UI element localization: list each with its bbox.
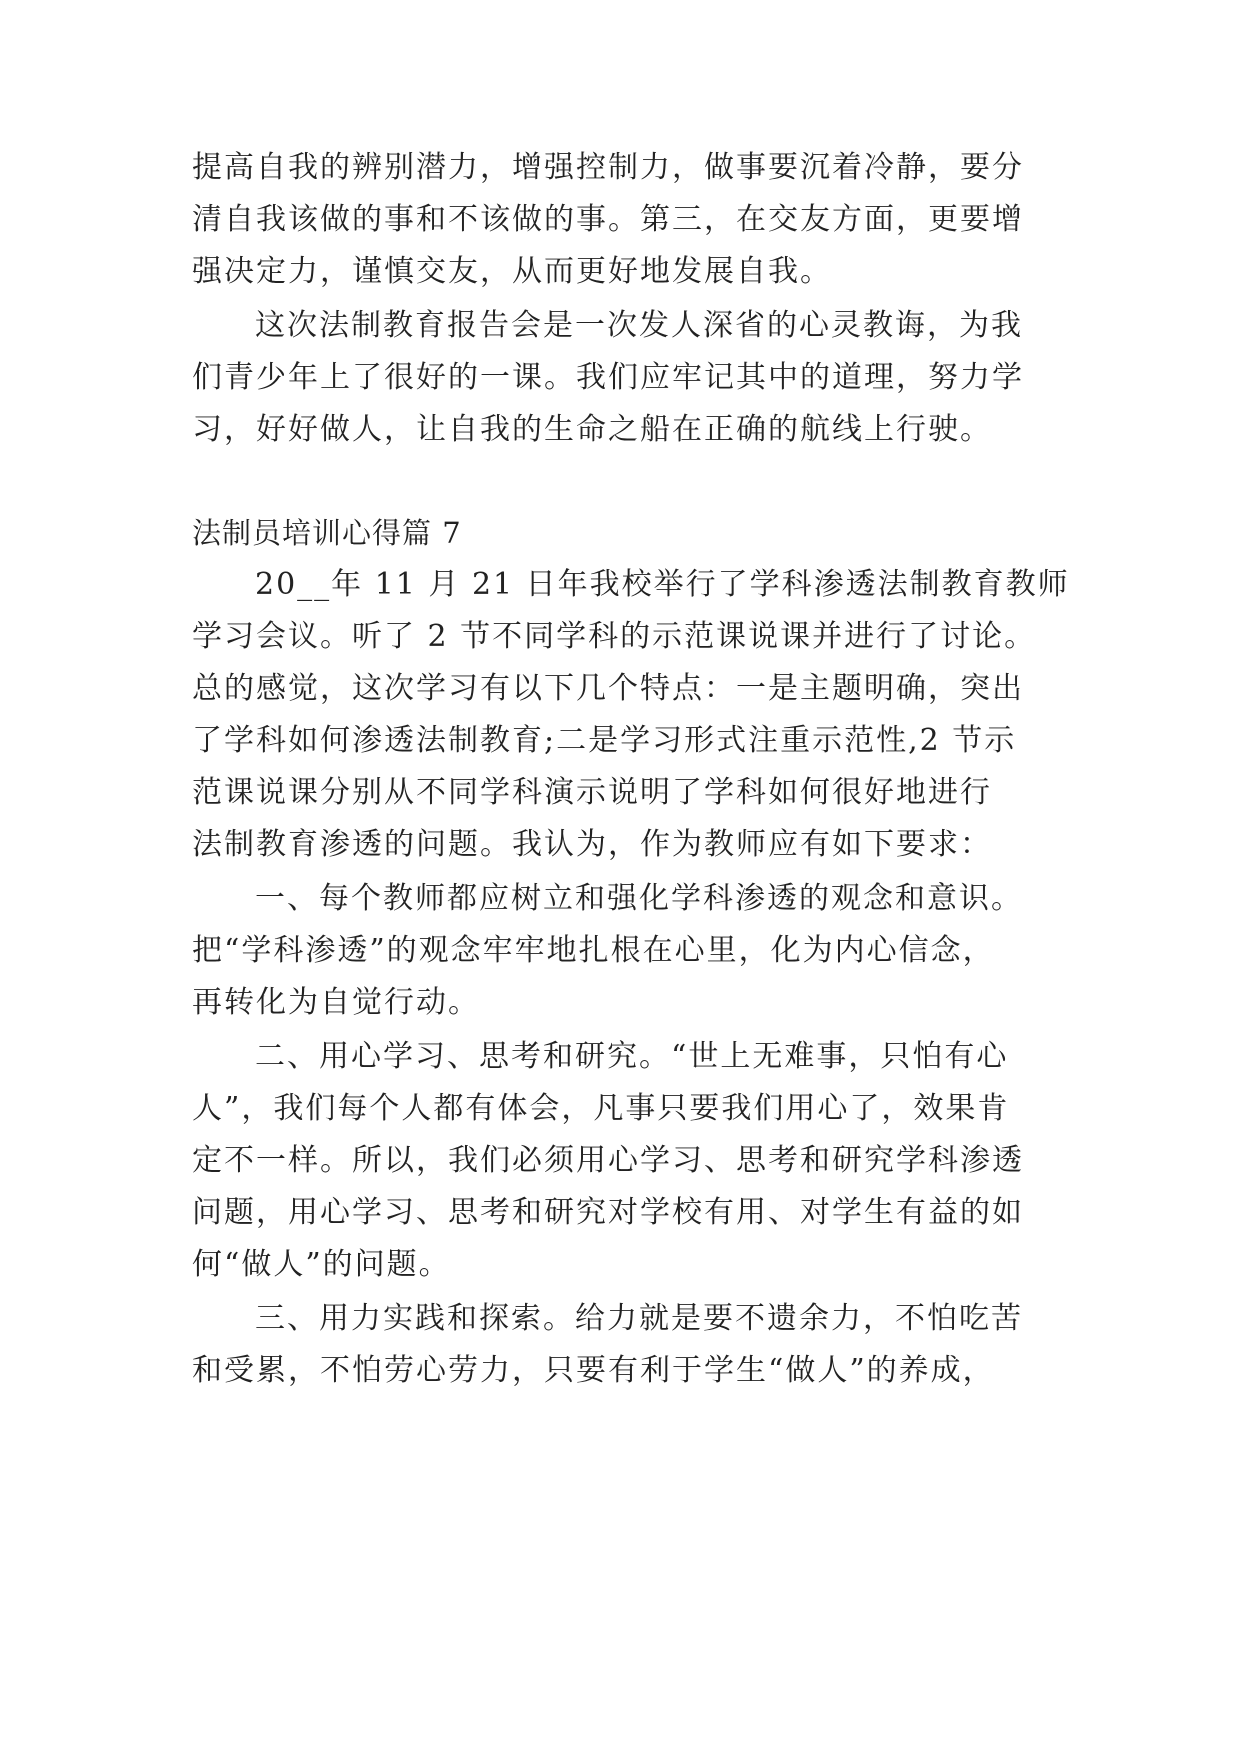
paragraph-line: 何“做人”的问题。	[192, 1247, 451, 1282]
paragraph-line: 提高自我的辨别潜力，增强控制力，做事要沉着冷静，要分	[192, 150, 1024, 185]
paragraph-line: 20__年 11 月 21 日年我校举行了学科渗透法制教育教师	[255, 567, 1070, 602]
paragraph-line: 和受累，不怕劳心劳力，只要有利于学生“做人”的养成，	[192, 1353, 995, 1388]
paragraph-line: 这次法制教育报告会是一次发人深省的心灵教诲，为我	[255, 308, 1023, 343]
paragraph-line: 清自我该做的事和不该做的事。第三，在交友方面，更要增	[192, 202, 1024, 237]
paragraph-line: 习，好好做人，让自我的生命之船在正确的航线上行驶。	[192, 412, 992, 447]
section-heading: 法制员培训心得篇 7	[192, 516, 462, 550]
paragraph-line: 了学科如何渗透法制教育;二是学习形式注重示范性,2 节示	[192, 723, 1017, 758]
paragraph-line: 把“学科渗透”的观念牢牢地扎根在心里，化为内心信念，	[192, 933, 995, 968]
paragraph-line: 问题，用心学习、思考和研究对学校有用、对学生有益的如	[192, 1195, 1024, 1230]
paragraph-line: 再转化为自觉行动。	[192, 985, 480, 1020]
paragraph-line: 二、用心学习、思考和研究。“世上无难事，只怕有心	[255, 1039, 1009, 1074]
paragraph-line: 范课说课分别从不同学科演示说明了学科如何很好地进行	[192, 775, 992, 810]
paragraph-line: 定不一样。所以，我们必须用心学习、思考和研究学科渗透	[192, 1143, 1024, 1178]
paragraph-line: 一、每个教师都应树立和强化学科渗透的观念和意识。	[255, 881, 1023, 916]
paragraph-line: 们青少年上了很好的一课。我们应牢记其中的道理，努力学	[192, 360, 1024, 395]
paragraph-line: 总的感觉，这次学习有以下几个特点：一是主题明确，突出	[192, 671, 1024, 706]
paragraph-line: 法制教育渗透的问题。我认为，作为教师应有如下要求：	[192, 827, 992, 862]
paragraph-line: 人”，我们每个人都有体会，凡事只要我们用心了，效果肯	[192, 1091, 1010, 1126]
paragraph-line: 强决定力，谨慎交友，从而更好地发展自我。	[192, 254, 832, 289]
paragraph-line: 三、用力实践和探索。给力就是要不遗余力，不怕吃苦	[255, 1301, 1023, 1336]
paragraph-line: 学习会议。听了 2 节不同学科的示范课说课并进行了讨论。	[192, 619, 1037, 654]
